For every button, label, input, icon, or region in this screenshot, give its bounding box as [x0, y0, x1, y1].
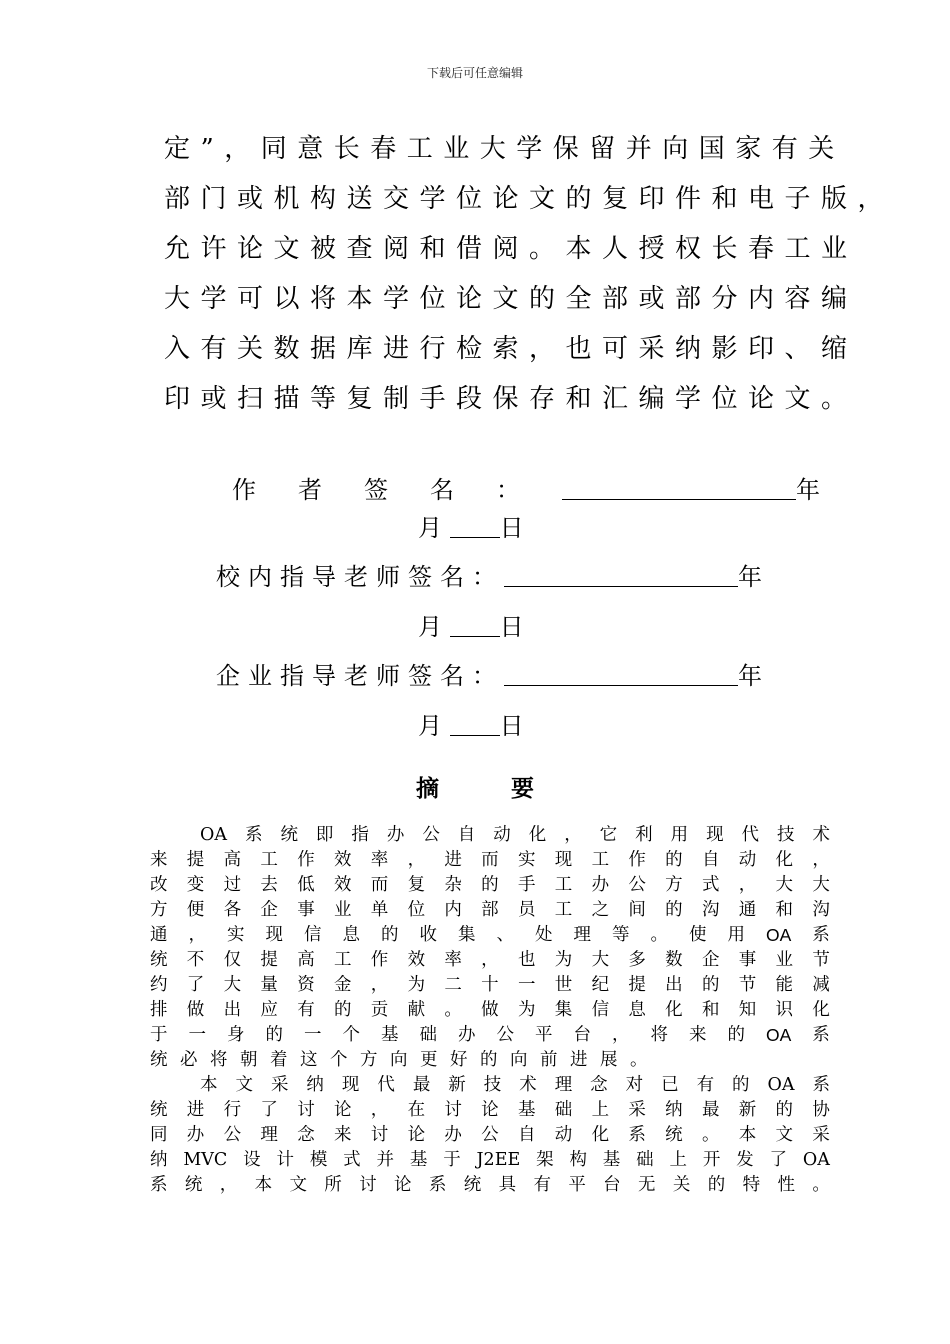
abstract-heading-right: 要 [511, 775, 534, 802]
school-advisor-label: 校内指导老师签名： [216, 563, 504, 591]
abstract-line: 通 ， 实 现 信 息 的 收 集 、 处 理 等 。 使 用 OA 系 [150, 925, 830, 945]
abstract-line: 同 办 公 理 念 来 讨 论 办 公 自 动 化 系 统 。 本 文 采 [150, 1125, 830, 1145]
month-label: 月 [418, 712, 442, 740]
school-advisor-date-row [418, 607, 524, 642]
abstract-line: 排 做 出 应 有 的 贡 献 。 做 为 集 信 息 化 和 知 识 化 [150, 1000, 830, 1020]
author-signature-row [232, 470, 820, 505]
page-header: 下载后可任意编辑 [426, 66, 523, 80]
school-advisor-signature-line[interactable] [504, 560, 738, 587]
declaration-paragraph [164, 126, 895, 426]
day-label: 日 [499, 712, 524, 740]
abstract-line: 系 统 ， 本 文 所 讨 论 系 统 具 有 平 台 无 关 的 特 性 。 [150, 1175, 830, 1195]
day-line[interactable] [450, 511, 500, 538]
abstract-line: 统 不 仅 提 高 工 作 效 率 ， 也 为 大 多 数 企 事 业 节 [150, 950, 830, 970]
declaration-line: 入有关数据库进行检索，也可采纳影印、缩 [164, 334, 858, 364]
school-advisor-signature-row [216, 557, 762, 592]
abstract-line: 于 一 身 的 一 个 基 础 办 公 平 台 ， 将 来 的 OA 系 [150, 1025, 830, 1045]
company-advisor-signature-row [216, 656, 762, 691]
declaration-line: 部门或机构送交学位论文的复印件和电子版， [164, 184, 895, 214]
abstract-line: 统 必 将 朝 着 这 个 方 向 更 好 的 向 前 进 展 。 [150, 1050, 648, 1070]
year-label: 年 [796, 476, 820, 504]
declaration-line: 印或扫描等复制手段保存和汇编学位论文。 [164, 384, 858, 414]
abstract-heading-left: 摘 [416, 775, 439, 802]
month-label: 月 [418, 613, 442, 641]
year-label: 年 [738, 563, 762, 591]
declaration-line: 大学可以将本学位论文的全部或部分内容编 [164, 284, 858, 314]
declaration-line: 允许论文被查阅和借阅。本人授权长春工业 [164, 234, 858, 264]
abstract-line: 纳 MVC 设 计 模 式 并 基 于 J2EE 架 构 基 础 上 开 发 了 OA [150, 1150, 830, 1170]
abstract-line: 本 文 采 纳 现 代 最 新 技 术 理 念 对 已 有 的 OA 系 [200, 1075, 830, 1095]
day-line[interactable] [450, 709, 500, 736]
abstract-line: 来 提 高 工 作 效 率 ， 进 而 实 现 工 作 的 自 动 化 ， [150, 850, 830, 870]
abstract-line: 改 变 过 去 低 效 而 复 杂 的 手 工 办 公 方 式 ， 大 大 [150, 875, 830, 895]
day-label: 日 [499, 613, 524, 641]
abstract-line: OA 系 统 即 指 办 公 自 动 化 ， 它 利 用 现 代 技 术 [200, 825, 830, 845]
abstract-body [150, 823, 830, 1198]
abstract-line: 约 了 大 量 资 金 ， 为 二 十 一 世 纪 提 出 的 节 能 减 [150, 975, 830, 995]
company-advisor-date-row [418, 706, 524, 741]
company-advisor-label: 企业指导老师签名： [216, 662, 504, 690]
company-advisor-signature-line[interactable] [504, 659, 738, 686]
abstract-heading [0, 770, 950, 803]
abstract-line: 方 便 各 企 事 业 单 位 内 部 员 工 之 间 的 沟 通 和 沟 [150, 900, 830, 920]
day-line[interactable] [450, 610, 500, 637]
day-label: 日 [499, 514, 524, 542]
author-signature-label: 作者签名： [232, 476, 562, 504]
year-label: 年 [738, 662, 762, 690]
month-label: 月 [418, 514, 442, 542]
author-signature-line[interactable] [562, 473, 796, 500]
abstract-line: 统 进 行 了 讨 论 ， 在 讨 论 基 础 上 采 纳 最 新 的 协 [150, 1100, 830, 1120]
author-date-row [418, 508, 524, 543]
declaration-line: 定”，同意长春工业大学保留并向国家有关 [164, 134, 845, 164]
